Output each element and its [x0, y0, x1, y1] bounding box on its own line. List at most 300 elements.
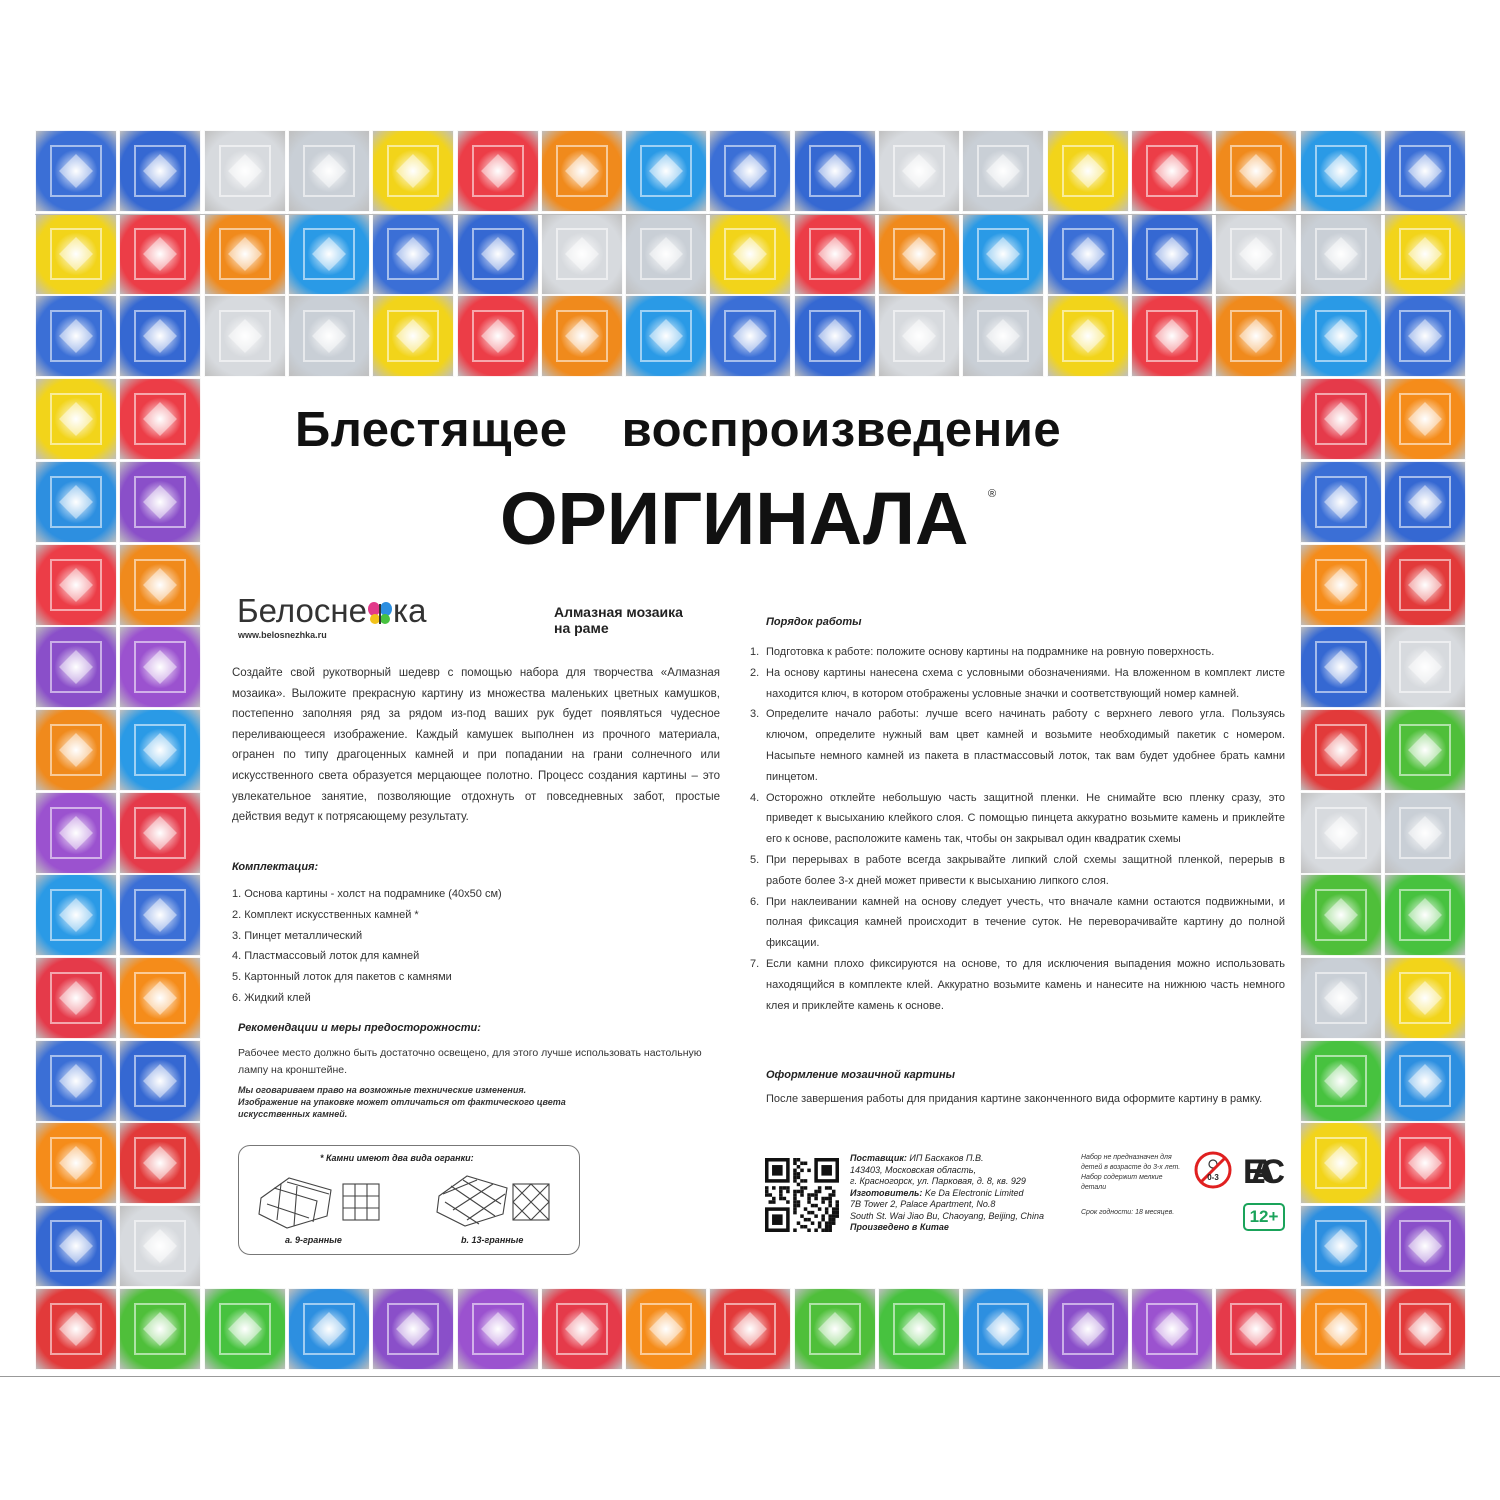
- gem-tile: [372, 213, 454, 295]
- qr-module: [828, 1218, 832, 1222]
- gem-tile: [119, 957, 201, 1039]
- qr-module: [807, 1218, 811, 1222]
- qr-module: [804, 1186, 808, 1190]
- gem-tile: [1215, 1288, 1297, 1370]
- qr-module: [811, 1193, 815, 1197]
- qr-module: [797, 1165, 801, 1169]
- qr-module: [800, 1190, 804, 1194]
- qr-module: [797, 1176, 801, 1180]
- recommendations-text: Рабочее место должно быть достаточно освещено, для этого лучше использовать настольную лампу на кронштейне.: [238, 1047, 702, 1076]
- gem-tile: [1384, 544, 1466, 626]
- qr-module: [772, 1200, 776, 1204]
- supplier-info: [850, 1153, 1080, 1234]
- maker-label: Изготовитель:: [850, 1187, 923, 1198]
- qr-module: [821, 1218, 825, 1222]
- qr-module: [804, 1179, 808, 1183]
- gem-tile: [288, 213, 370, 295]
- gem-tile: [1384, 709, 1466, 791]
- gem-tile: [35, 295, 117, 377]
- qr-module: [814, 1204, 818, 1208]
- gem-tile: [35, 792, 117, 874]
- qr-module: [765, 1190, 769, 1194]
- gem-tile: [878, 213, 960, 295]
- gem-tile: [962, 295, 1044, 377]
- gem-tile: [1047, 1288, 1129, 1370]
- qr-module: [828, 1225, 832, 1229]
- gem-tile: [35, 213, 117, 295]
- qr-module: [835, 1204, 839, 1208]
- gem-tile: [1131, 295, 1213, 377]
- gem-tile: [1047, 295, 1129, 377]
- instruction-step: [750, 704, 1285, 787]
- qr-module: [825, 1186, 829, 1190]
- gem-tile: [372, 130, 454, 212]
- gem-tile: [119, 626, 201, 708]
- qr-module: [814, 1193, 818, 1197]
- qr-module: [786, 1186, 790, 1190]
- qr-module: [797, 1221, 801, 1225]
- qr-module: [835, 1211, 839, 1215]
- thirteen-facet-grid-icon: [513, 1184, 549, 1220]
- gem-tile: [1300, 1288, 1382, 1370]
- qr-module: [800, 1186, 804, 1190]
- gem-tile: [119, 544, 201, 626]
- gem-tile: [119, 1288, 201, 1370]
- supplier-address-1: 143403, Московская область,: [850, 1164, 977, 1175]
- gem-tile: [35, 1288, 117, 1370]
- qr-module: [814, 1228, 818, 1232]
- qr-module: [793, 1228, 797, 1232]
- qr-module: [828, 1186, 832, 1190]
- step-text: Осторожно отклейте небольшую часть защитной пленки. Не снимайте всю пленку сразу, это приведет к высыханию клейкого слоя. С помощью пинцета аккуратно возьмите камень и приклейте его к основе, расположите камень так, чтобы он закрывал один квадратик схемы: [766, 791, 1285, 846]
- gem-tile: [962, 213, 1044, 295]
- qr-module: [765, 1193, 769, 1197]
- gem-tile: [625, 130, 707, 212]
- qr-module: [818, 1207, 822, 1211]
- qr-module: [811, 1204, 815, 1208]
- step-number: 3.: [750, 708, 760, 721]
- cut-types-title: * Камни имеют два вида огранки:: [320, 1153, 474, 1163]
- qr-module: [797, 1204, 801, 1208]
- qr-module: [804, 1162, 808, 1166]
- gem-tile: [709, 130, 791, 212]
- qr-module: [797, 1158, 801, 1162]
- qr-module: [807, 1200, 811, 1204]
- gem-tile: [35, 874, 117, 956]
- step-text: Определите начало работы: лучше всего начинать работу с верхнего левого угла. Пользуясь ключом, определите нужный вам цвет камней и возьмите необходимый пакетик с номером. Насыпьте немного камней из пакета в пластмассовый лоток, так вам будет удобнее брать камни пинцетом.: [766, 708, 1285, 783]
- gem-tile: [794, 295, 876, 377]
- qr-module: [793, 1197, 797, 1201]
- instruction-step: [750, 892, 1285, 954]
- gem-tile: [119, 295, 201, 377]
- title-line-1: Блестящее воспроизведение: [295, 403, 1062, 457]
- qr-module: [828, 1197, 832, 1201]
- gem-tile: [962, 1288, 1044, 1370]
- qr-module: [825, 1225, 829, 1229]
- qr-module: [783, 1186, 787, 1190]
- brand-logo: [237, 592, 427, 630]
- gem-tile: [1300, 626, 1382, 708]
- product-line-1: Алмазная мозаика: [554, 604, 683, 620]
- qr-module: [818, 1225, 822, 1229]
- step-number: 6.: [750, 895, 760, 908]
- gem-tile: [35, 1040, 117, 1122]
- gem-tile: [878, 295, 960, 377]
- gem-tile: [709, 213, 791, 295]
- qr-module: [835, 1207, 839, 1211]
- gem-tile: [1047, 213, 1129, 295]
- nine-facet-stone-icon: [259, 1178, 331, 1228]
- recommendations-heading: Рекомендации и меры предосторожности:: [238, 1022, 481, 1034]
- qr-module: [793, 1204, 797, 1208]
- gem-tile: [1384, 792, 1466, 874]
- no-small-children-icon: [1193, 1150, 1233, 1190]
- qr-module: [807, 1228, 811, 1232]
- qr-module: [825, 1197, 829, 1201]
- gem-tile: [1384, 378, 1466, 460]
- step-number: 7.: [750, 957, 760, 970]
- supplier-address-2: г. Красногорск, ул. Парковая, д. 8, кв. 929: [850, 1176, 1026, 1186]
- gem-tile: [1300, 461, 1382, 543]
- gem-tile: [204, 213, 286, 295]
- gem-tile: [457, 130, 539, 212]
- gem-tile: [1384, 461, 1466, 543]
- step-text: Подготовка к работе: положите основу картины на подрамнике на ровную поверхность.: [766, 646, 1215, 658]
- qr-module: [811, 1221, 815, 1225]
- qr-module: [814, 1214, 818, 1218]
- supplier-name: ИП Баскаков П.В.: [909, 1153, 984, 1163]
- gem-tile: [457, 213, 539, 295]
- qr-module: [821, 1200, 825, 1204]
- qr-module: [800, 1169, 804, 1173]
- qr-module: [786, 1200, 790, 1204]
- gem-tile: [457, 1288, 539, 1370]
- butterfly-icon: [367, 596, 393, 622]
- qr-module: [793, 1190, 797, 1194]
- qr-module: [818, 1221, 822, 1225]
- gem-tile: [1300, 874, 1382, 956]
- gem-tile: [35, 130, 117, 212]
- instruction-step: [750, 663, 1285, 705]
- step-number: 5.: [750, 853, 760, 866]
- qr-module: [793, 1176, 797, 1180]
- gem-tile: [1131, 1288, 1213, 1370]
- maker-address-1: 7B Tower 2, Palace Apartment, No.8: [850, 1199, 996, 1209]
- qr-module: [835, 1200, 839, 1204]
- qr-module: [821, 1165, 832, 1176]
- gem-tile: [1215, 295, 1297, 377]
- made-in: Произведено в Китае: [850, 1222, 949, 1232]
- qr-module: [821, 1197, 825, 1201]
- gem-tile: [1047, 130, 1129, 212]
- gem-tile: [1300, 295, 1382, 377]
- gem-tile: [119, 378, 201, 460]
- qr-module: [825, 1207, 829, 1211]
- qr-module: [807, 1169, 811, 1173]
- qr-module: [818, 1190, 822, 1194]
- qr-module: [800, 1225, 804, 1229]
- gem-tile: [1384, 130, 1466, 212]
- step-text: При перерывах в работе всегда закрывайте липкий слой схемы защитной пленкой, перерыв в работе более 3-х дней может привести к высыханию липкого слоя.: [766, 853, 1285, 887]
- gem-tile: [1215, 130, 1297, 212]
- instruction-step: [750, 788, 1285, 850]
- qr-module: [800, 1193, 804, 1197]
- gem-tile: [1300, 1040, 1382, 1122]
- gem-tile: [35, 544, 117, 626]
- gem-tile: [372, 1288, 454, 1370]
- qr-module: [779, 1197, 783, 1201]
- qr-module: [828, 1193, 832, 1197]
- maker-name: Ke Da Electronic Limited: [924, 1187, 1024, 1198]
- gem-tile: [204, 1288, 286, 1370]
- step-number: 2.: [750, 666, 760, 679]
- thirteen-facet-stone-icon: [437, 1176, 507, 1226]
- gem-tile: [794, 1288, 876, 1370]
- gem-tile: [541, 1288, 623, 1370]
- qr-module: [828, 1204, 832, 1208]
- qr-module: [793, 1158, 797, 1162]
- age-small-label: 0-3: [1207, 1173, 1219, 1182]
- qr-module: [832, 1207, 836, 1211]
- gem-tile: [119, 213, 201, 295]
- qr-module: [825, 1228, 829, 1232]
- registered-mark: ®: [988, 488, 997, 500]
- thirteen-facet-label: b. 13-гранные: [461, 1235, 524, 1245]
- instruction-step: [750, 954, 1285, 1016]
- qr-module: [793, 1179, 797, 1183]
- gem-tile: [1300, 130, 1382, 212]
- gem-tile: [35, 461, 117, 543]
- qr-module: [828, 1221, 832, 1225]
- qr-module: [828, 1228, 832, 1232]
- qr-module: [772, 1165, 783, 1176]
- instruction-step: [750, 642, 1285, 663]
- qr-module: [825, 1221, 829, 1225]
- gem-tile: [1131, 213, 1213, 295]
- qr-module: [821, 1228, 825, 1232]
- product-name: [554, 604, 744, 636]
- qr-module: [828, 1200, 832, 1204]
- qr-module: [797, 1200, 801, 1204]
- qr-module: [832, 1193, 836, 1197]
- gem-tile: [878, 1288, 960, 1370]
- eac-label: EAC: [1243, 1153, 1285, 1188]
- qr-module: [786, 1190, 790, 1194]
- finish-text: После завершения работы для придания картине законченного вида оформите картину в рамку.: [766, 1093, 1263, 1105]
- kit-item: 5. Картонный лоток для пакетов с камнями: [232, 971, 452, 984]
- qr-module: [779, 1190, 783, 1194]
- qr-module: [772, 1197, 776, 1201]
- gem-tile: [541, 213, 623, 295]
- notice-text: Мы оговариваем право на возможные технические изменения. Изображение на упаковке может отличаться от фактического цвета искусственных камней.: [238, 1085, 566, 1119]
- qr-module: [772, 1186, 776, 1190]
- instruction-step: [750, 850, 1285, 892]
- qr-module: [800, 1214, 804, 1218]
- qr-module: [793, 1169, 797, 1173]
- gem-tile: [1384, 1122, 1466, 1204]
- kit-item: 1. Основа картины - холст на подрамнике (40х50 см): [232, 888, 502, 900]
- eac-mark-icon: [1242, 1152, 1286, 1188]
- kit-item: 2. Комплект искусственных камней *: [232, 908, 419, 921]
- qr-module: [797, 1190, 801, 1194]
- step-text: На основу картины нанесена схема с условными обозначениями. На вложенном в комплект листе находится ключ, в котором отображены условные значки и соответствующий номер камней.: [766, 666, 1285, 700]
- qr-module: [793, 1193, 797, 1197]
- gem-tile: [1131, 130, 1213, 212]
- gem-tile: [1300, 544, 1382, 626]
- qr-module: [821, 1214, 825, 1218]
- qr-module: [832, 1221, 836, 1225]
- nine-facet-grid-icon: [343, 1184, 379, 1220]
- logo-suffix: ка: [392, 592, 427, 629]
- gem-tile: [625, 1288, 707, 1370]
- qr-module: [818, 1186, 822, 1190]
- qr-module: [793, 1211, 797, 1215]
- qr-module: [807, 1197, 811, 1201]
- gem-tile: [1384, 874, 1466, 956]
- gem-tile: [1300, 378, 1382, 460]
- step-number: 4.: [750, 791, 760, 804]
- gem-tile: [794, 213, 876, 295]
- qr-module: [793, 1162, 797, 1166]
- gem-tile: [1300, 213, 1382, 295]
- gem-tile: [204, 130, 286, 212]
- shelf-life: Срок годности: 18 месяцев.: [1081, 1209, 1175, 1216]
- kit-item: 6. Жидкий клей: [232, 991, 311, 1004]
- step-text: При наклеивании камней на основу следует учесть, что вначале камни остаются подвижными, и полная фиксация камней происходит в течение суток. Не переворачивайте картину до полной фиксации.: [766, 895, 1285, 950]
- gem-tile: [204, 295, 286, 377]
- step-number: 1.: [750, 646, 760, 658]
- title-line-2: ОРИГИНАЛА: [500, 477, 969, 560]
- nine-facet-label: a. 9-гранные: [285, 1235, 342, 1245]
- gem-tile: [119, 130, 201, 212]
- gem-tile: [288, 1288, 370, 1370]
- gem-tile: [288, 295, 370, 377]
- step-text: Если камни плохо фиксируются на основе, то для исключения выпадения можно использовать находящийся в комплекте клей. Аккуратно возьмите камень и нанесите на нижнюю часть немного клея и приклейте камень к основе.: [766, 957, 1285, 1012]
- qr-module: [793, 1172, 797, 1176]
- age-warning-line-2: Набор содержит мелкие детали: [1081, 1174, 1163, 1191]
- qr-module: [797, 1183, 801, 1187]
- gem-tile: [709, 1288, 791, 1370]
- gem-tile: [119, 1122, 201, 1204]
- instruction-steps: [750, 642, 1285, 1016]
- gem-tile: [119, 1205, 201, 1287]
- age-warning: [1081, 1153, 1186, 1193]
- gem-tile: [1384, 1288, 1466, 1370]
- intro-text: Создайте свой рукотворный шедевр с помощью набора для творчества «Алмазная мозаика». Выложите прекрасную картину из множества маленьких цветных камушков, постепенно заполняя ряд за рядом из-под ваших рук будет появляться чудесное переливающееся изображение. Каждый камушек выполнен из прочного материала, огранен по типу драгоценных камней и при попадании на грани солнечного или искусственного света образуется мерцающее полотно. Процесс создания картины – это увлекательное занятие, позволяющие отдохнуть от повседневных забот, простые действия ведут к потрясающему результату.: [232, 667, 720, 824]
- gem-tile: [35, 378, 117, 460]
- gem-tile: [1300, 792, 1382, 874]
- qr-module: [825, 1211, 829, 1215]
- qr-module: [793, 1200, 797, 1204]
- gem-tile: [1300, 709, 1382, 791]
- gem-tile: [1300, 1122, 1382, 1204]
- gem-tile: [1384, 295, 1466, 377]
- kit-item: 3. Пинцет металлический: [232, 929, 363, 942]
- kit-list: [232, 884, 502, 1009]
- gem-tile: [119, 1040, 201, 1122]
- qr-module: [797, 1172, 801, 1176]
- qr-module: [800, 1162, 804, 1166]
- qr-module: [811, 1211, 815, 1215]
- qr-module: [832, 1218, 836, 1222]
- kit-item: 4. Пластмассовый лоток для камней: [232, 950, 420, 963]
- gem-tile: [119, 792, 201, 874]
- gem-tile: [1300, 957, 1382, 1039]
- qr-module: [832, 1214, 836, 1218]
- gem-tile: [1300, 1205, 1382, 1287]
- gem-tile: [1384, 1205, 1466, 1287]
- gem-tile: [541, 130, 623, 212]
- kit-heading: Комплектация:: [232, 861, 319, 873]
- age-rating-badge: 12+: [1243, 1203, 1285, 1231]
- gem-tile: [878, 130, 960, 212]
- finish-heading: Оформление мозаичной картины: [766, 1069, 956, 1081]
- fold-line-top: [35, 214, 1467, 215]
- qr-module: [769, 1200, 773, 1204]
- gem-tile: [541, 295, 623, 377]
- gem-tile: [288, 130, 370, 212]
- gem-tile: [35, 709, 117, 791]
- gem-tile: [35, 957, 117, 1039]
- qr-module: [814, 1190, 818, 1194]
- qr-module: [804, 1218, 808, 1222]
- gem-tile: [962, 130, 1044, 212]
- supplier-label: Поставщик:: [850, 1153, 907, 1163]
- gem-tile: [1384, 626, 1466, 708]
- qr-module: [807, 1193, 811, 1197]
- gem-tile: [119, 874, 201, 956]
- qr-module: [814, 1197, 818, 1201]
- gem-tile: [1384, 1040, 1466, 1122]
- qr-module: [779, 1186, 783, 1190]
- gem-tile: [625, 213, 707, 295]
- qr-module: [835, 1214, 839, 1218]
- maker-address-2: South St. Wai Jiao Bu, Chaoyang, Beijing, China: [850, 1210, 1044, 1221]
- qr-module: [783, 1197, 787, 1201]
- gem-tile: [35, 1122, 117, 1204]
- gem-tile: [1215, 213, 1297, 295]
- fold-line-bottom: [0, 1376, 1500, 1377]
- qr-module: [769, 1193, 773, 1197]
- product-line-2: на раме: [554, 620, 609, 636]
- qr-module: [828, 1214, 832, 1218]
- instructions-heading: Порядок работы: [766, 616, 862, 628]
- qr-code-icon: [765, 1158, 839, 1232]
- gem-tile: [119, 461, 201, 543]
- qr-module: [779, 1193, 783, 1197]
- qr-module: [832, 1190, 836, 1194]
- qr-module: [765, 1186, 769, 1190]
- qr-module: [800, 1179, 804, 1183]
- gem-tile: [119, 709, 201, 791]
- gem-tile: [35, 1205, 117, 1287]
- logo-prefix: Белосне: [237, 592, 367, 629]
- qr-module: [804, 1207, 808, 1211]
- gem-tile: [372, 295, 454, 377]
- qr-module: [807, 1211, 811, 1215]
- qr-module: [832, 1211, 836, 1215]
- gem-tile: [35, 626, 117, 708]
- gem-tile: [709, 295, 791, 377]
- qr-module: [804, 1225, 808, 1229]
- gem-tile: [794, 130, 876, 212]
- website: www.belosnezhka.ru: [238, 630, 327, 640]
- qr-module: [793, 1207, 797, 1211]
- qr-module: [772, 1214, 783, 1225]
- gem-tile: [457, 295, 539, 377]
- age-warning-line-1: Набор не предназначен для детей в возрасте до 3-х лет.: [1081, 1154, 1181, 1171]
- gem-tile: [1384, 213, 1466, 295]
